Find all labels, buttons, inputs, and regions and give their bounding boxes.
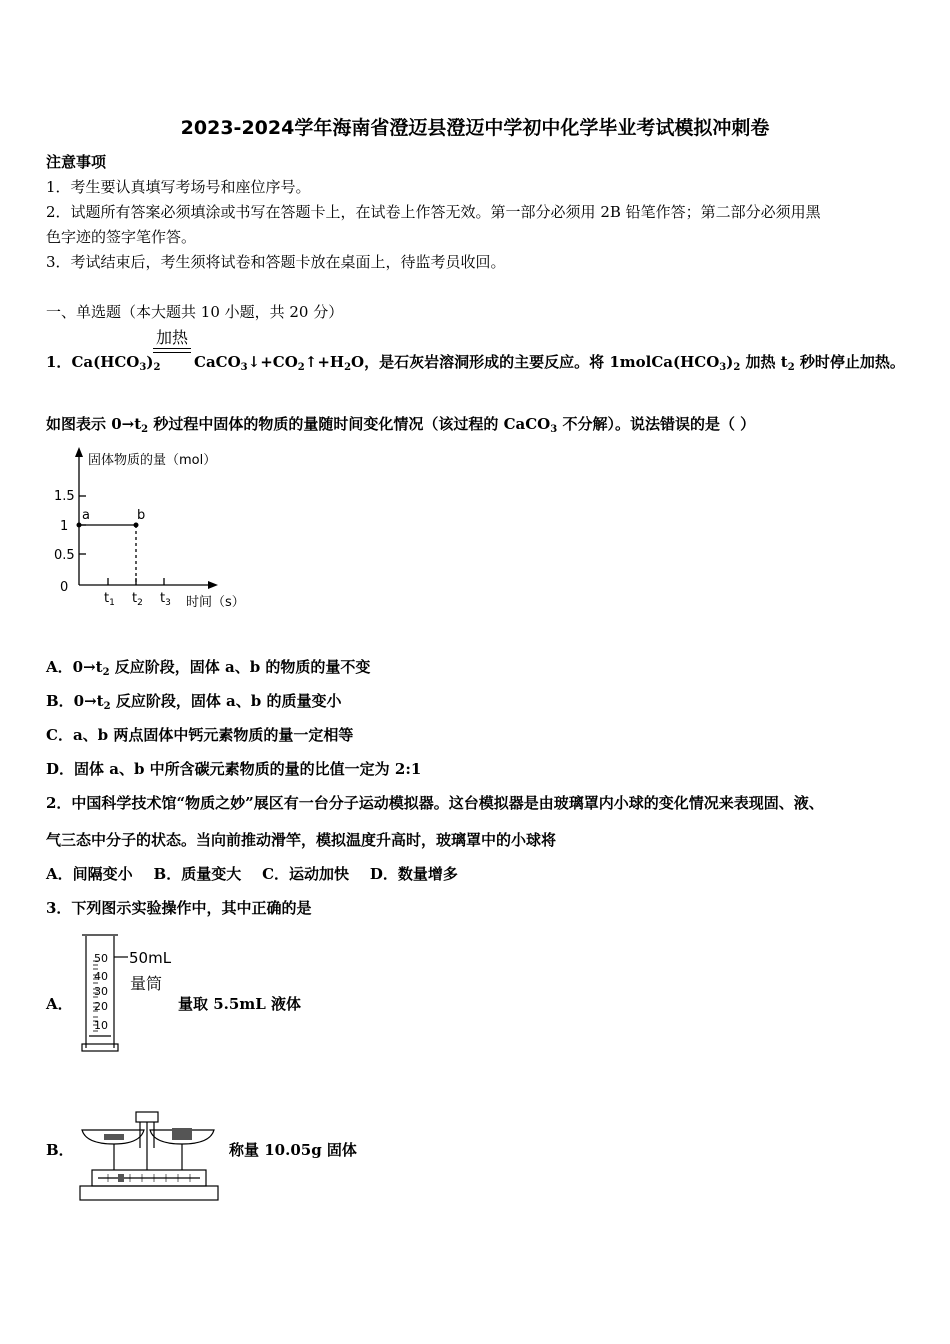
text: ) <box>726 353 734 371</box>
sub: 2 <box>103 701 111 712</box>
sub: 3 <box>240 362 248 373</box>
x-axis-arrow <box>208 581 218 589</box>
text: 如图表示 0→t <box>46 415 142 433</box>
notice-item-1: 1．考生要认真填写考场号和座位序号。 <box>46 178 311 196</box>
sub: 3 <box>550 424 558 435</box>
balance-scale-figure <box>78 1108 228 1203</box>
q3-option-b-label: B． <box>46 1141 74 1159</box>
sub: 2 <box>153 362 161 373</box>
q2-stem-line2: 气三态中分子的状态。当向前推动滑竿，模拟温度升高时，玻璃罩中的小球将 <box>46 831 557 849</box>
cyl-tick-50: 50 <box>94 952 108 965</box>
q1-equation <box>46 352 160 378</box>
cyl-tick-40: 40 <box>94 970 108 983</box>
xtick-label-t1: $t_1$ <box>104 591 115 608</box>
cyl-tick-30: 30 <box>94 985 108 998</box>
ytick-label-0: 0 <box>60 580 69 595</box>
text: ) <box>146 353 154 371</box>
balance-top <box>136 1112 158 1122</box>
notice-heading: 注意事项 <box>46 153 107 171</box>
q1-stem <box>46 414 755 440</box>
sub: 2 <box>344 362 352 373</box>
q1-option-d <box>46 759 421 779</box>
q1-reactant: Ca(HCO <box>71 353 140 371</box>
ytick-label-0.5: 0.5 <box>54 548 75 563</box>
graduated-cylinder-figure <box>78 932 178 1057</box>
sub: 2 <box>733 362 741 373</box>
q3-option-a-label: A． <box>46 995 73 1013</box>
text: O，是石灰岩溶洞形成的主要反应。将 1molCa(HCO <box>351 353 720 371</box>
q3-option-b-text: 称量 10.05g 固体 <box>229 1141 357 1159</box>
q1-option-b <box>46 691 341 717</box>
text: 秒过程中固体的物质的量随时间变化情况（该过程的 CaCO <box>148 415 551 433</box>
cylinder-name-label: 量筒 <box>130 974 163 993</box>
xtick-label-t3: $t_3$ <box>160 591 171 608</box>
ytick-label-1.5: 1.5 <box>54 489 75 504</box>
text: 反应阶段，固体 a、b 的质量变小 <box>110 692 342 710</box>
x-axis-label: 时间（s） <box>186 595 245 610</box>
sub: 3 <box>719 362 727 373</box>
text: B．0→t <box>46 692 104 710</box>
q2-stem-line1: 2．中国科学技术馆“物质之妙”展区有一台分子运动模拟器。这台模拟器是由玻璃罩内小球的变化情况来表现固、液、 <box>46 794 824 812</box>
q2-options: A．间隔变小 B．质量变大 C．运动加快 D．数量增多 <box>46 865 458 883</box>
sub: 2 <box>102 667 110 678</box>
text: CaCO <box>194 353 241 371</box>
text: C．a、b 两点固体中钙元素物质的量一定相等 <box>46 726 354 744</box>
text: A．0→t <box>46 658 103 676</box>
equals-line-bottom <box>153 352 191 353</box>
cyl-tick-10: 10 <box>94 1019 108 1032</box>
point-b <box>134 523 139 528</box>
page-title: 2023-2024学年海南省澄迈县澄迈中学初中化学毕业考试模拟冲刺卷 <box>180 117 770 139</box>
equals-line-top <box>153 348 191 349</box>
sub: 2 <box>787 362 795 373</box>
point-b-label: b <box>137 508 146 523</box>
text: D．固体 a、b 中所含碳元素物质的量的比值一定为 2:1 <box>46 760 422 778</box>
point-a <box>77 523 82 528</box>
y-axis-arrow <box>75 447 83 457</box>
text: 不分解）。说法错误的是（ ） <box>557 415 756 433</box>
q1-number: 1． <box>46 353 72 371</box>
amount-time-chart <box>40 445 260 615</box>
q1-option-a <box>46 657 370 683</box>
notice-item-2: 2．试题所有答案必须填涂或书写在答题卡上，在试卷上作答无效。第一部分必须用 2B 铅笔作答；第二部分必须用黑 <box>46 203 821 221</box>
q3-stem: 3．下列图示实验操作中，其中正确的是 <box>46 899 312 917</box>
notice-item-2-cont: 色字迹的签字笔作答。 <box>46 228 197 246</box>
text: 秒时停止加热。 <box>794 353 905 371</box>
text: 反应阶段，固体 a、b 的物质的量不变 <box>109 658 371 676</box>
xtick-label-t2: $t_2$ <box>132 591 143 608</box>
q1-option-c <box>46 725 353 745</box>
cyl-tick-20: 20 <box>94 1000 108 1013</box>
cylinder-base <box>82 1044 118 1051</box>
notice-item-3: 3．考试结束后，考生须将试卷和答题卡放在桌面上，待监考员收回。 <box>46 253 506 271</box>
text: ↓+CO <box>247 353 298 371</box>
ytick-label-1: 1 <box>60 519 69 534</box>
balance-base <box>80 1186 218 1200</box>
y-axis-label: 固体物质的量（mol） <box>88 453 217 468</box>
cylinder-capacity-label: 50mL <box>129 949 172 967</box>
reaction-condition: 加热 <box>155 328 188 347</box>
text: ↑+H <box>304 353 345 371</box>
sub: 3 <box>139 362 147 373</box>
sub: 2 <box>297 362 305 373</box>
q1-products <box>194 352 905 378</box>
text: 加热 t <box>740 353 788 371</box>
point-a-label: a <box>82 508 90 523</box>
section-heading: 一、单选题（本大题共 10 小题，共 20 分） <box>46 303 344 321</box>
scale-weights <box>104 1128 192 1182</box>
sub: 2 <box>141 424 149 435</box>
q3-option-a-text: 量取 5.5mL 液体 <box>178 995 301 1013</box>
